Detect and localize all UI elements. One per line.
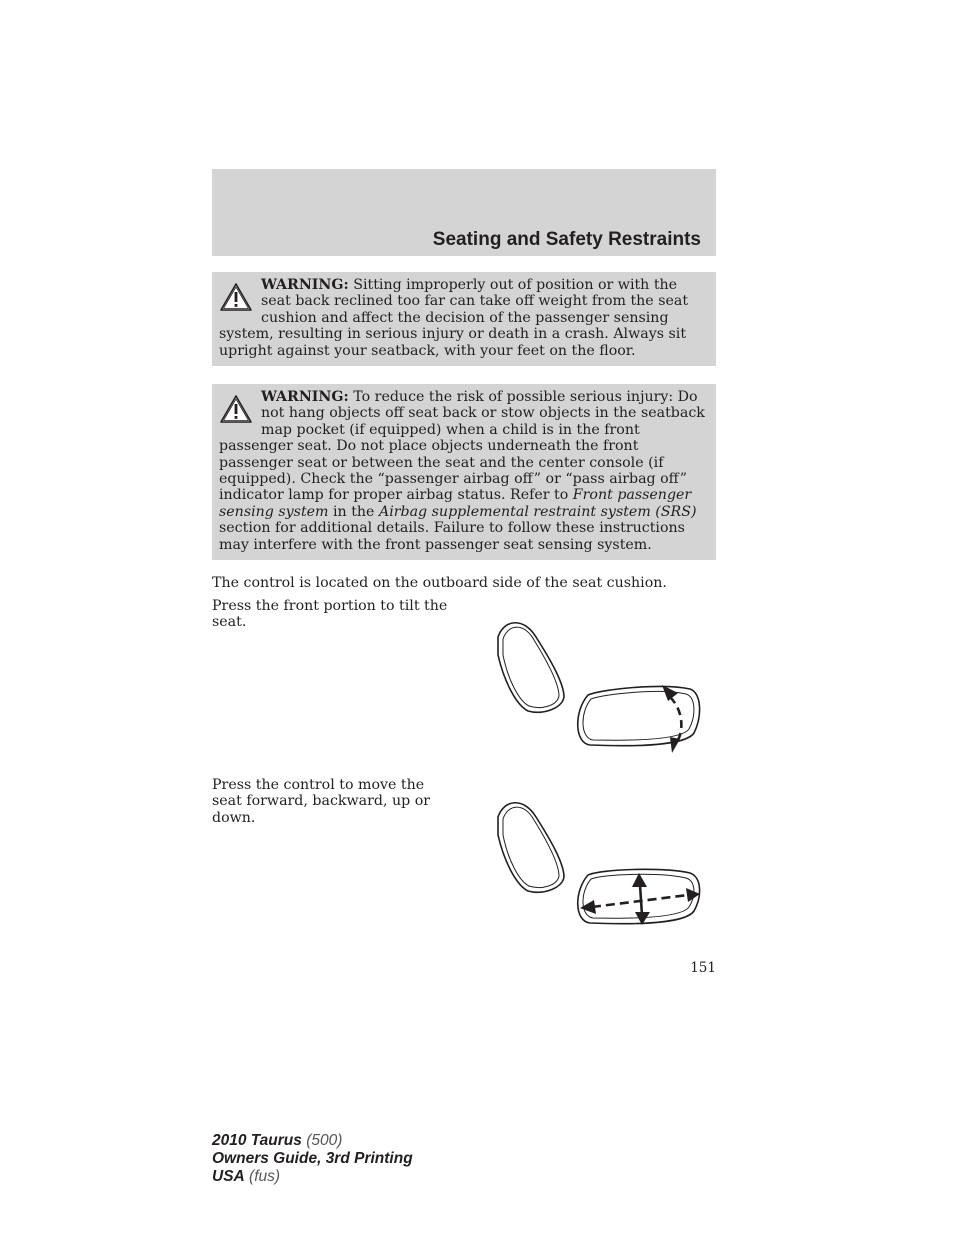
seatback-control-shape: [498, 803, 564, 892]
warning-label: WARNING:: [261, 389, 349, 405]
seatback-control-shape: [498, 623, 564, 712]
section-title: Seating and Safety Restraints: [432, 229, 701, 250]
warning-text: in the: [328, 503, 379, 520]
header-band: [212, 169, 716, 256]
warning-box-seat-position: [212, 272, 716, 366]
footer-guide-line: [212, 1150, 413, 1168]
footer-model-code: (500): [301, 1132, 343, 1149]
seat-tilt-control-illustration: [490, 615, 710, 755]
warning-triangle-icon: [219, 282, 253, 312]
footer-model-line: [212, 1132, 413, 1150]
control-location-text: The control is located on the outboard side of the seat cushion.: [212, 575, 667, 591]
page-number: 151: [690, 960, 716, 976]
four-way-arrow-icon: [580, 873, 700, 925]
cross-reference-sensing-system: Front passenger sensing system: [219, 487, 692, 520]
warning-triangle-icon: [219, 394, 253, 424]
footer: [212, 1132, 413, 1186]
warning-box-seatback-objects: [212, 384, 716, 560]
footer-market-code: (fus): [244, 1168, 281, 1185]
warning-text: Sitting improperly out of position or with the seat back reclined too far can take off weight from the seat cushion and affect the decision of the passenger sensing system, resulting in serious injury or death in a crash. Always sit upright against your seatback, with your feet on the floor.: [219, 277, 689, 359]
tilt-arrow-icon: [662, 685, 681, 753]
warning-text: section for additional details. Failure to follow these instructions may interfere with the front passenger seat sensing system.: [219, 520, 685, 553]
cross-reference-srs-section: Airbag supplemental restraint system (SRS): [378, 503, 697, 520]
warning-label: WARNING:: [261, 277, 349, 293]
warning-text: To reduce the risk of possible serious injury: Do not hang objects off seat back or stow objects in the seatback map pocket (if equipped) when a child is in the front passenger seat. Do not place objects underneath the front passenger seat or between the seat and the center console (if equipped). Check the “passenger airbag off” or “pass airbag off” indicator lamp for proper airbag status. Refer to: [219, 389, 705, 504]
move-instruction-text: Press the control to move the seat forward, backward, up or down.: [212, 777, 431, 826]
seat-move-control-illustration: [490, 795, 710, 930]
footer-guide: Owners Guide, 3rd Printing: [212, 1150, 413, 1167]
seat-cushion-control-shape: [578, 687, 700, 746]
tilt-instruction-text: Press the front portion to tilt the seat.: [212, 598, 448, 631]
footer-market-line: [212, 1168, 413, 1186]
footer-market: USA: [212, 1168, 245, 1185]
footer-model: 2010 Taurus: [212, 1132, 302, 1149]
